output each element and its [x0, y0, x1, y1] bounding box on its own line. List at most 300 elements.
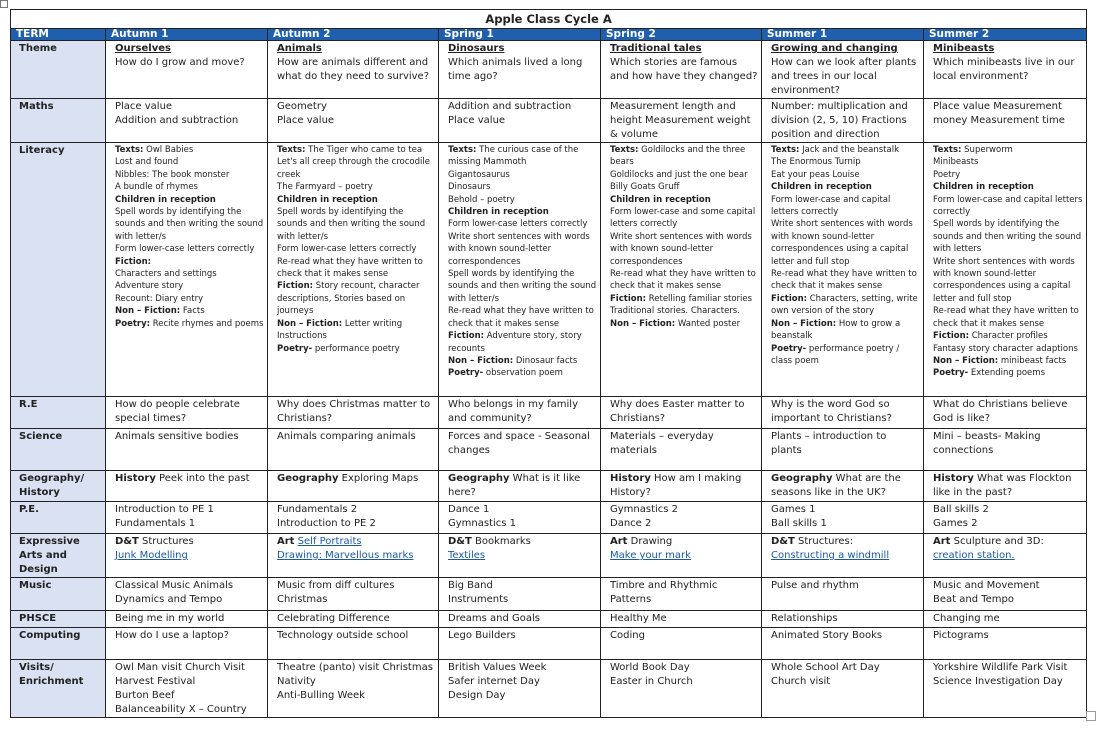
- ead-link[interactable]: creation station.: [933, 550, 1015, 561]
- row-visits: [11, 660, 1087, 718]
- bold-label: Non – Fiction:: [277, 318, 343, 329]
- cell-line: Pictograms: [933, 630, 989, 641]
- cell-science: [268, 429, 439, 471]
- ead-link[interactable]: Textiles: [448, 550, 486, 561]
- cell-line: Pulse and rhythm: [771, 580, 859, 591]
- cell-line: Fiction: Adventure story, story recounts: [448, 331, 582, 354]
- cell-science: [601, 429, 762, 471]
- ead-link[interactable]: Drawing: Marvellous marks: [277, 550, 414, 561]
- cell-literacy: [439, 143, 601, 397]
- cell-line: Patterns: [610, 594, 652, 605]
- cell-line: Poetry- observation poem: [448, 368, 563, 379]
- cell-line: Nibbles: The book monster: [115, 169, 230, 180]
- cell-phsce: [268, 611, 439, 628]
- cell-phsce: [924, 611, 1087, 628]
- cell-pe: [268, 502, 439, 534]
- cell-visits: [762, 660, 924, 718]
- cell-line: Form lower-case letters correctly: [448, 219, 588, 230]
- cell-line: Form lower-case and capital letters correctly: [933, 194, 1083, 218]
- cell-line: Characters and settings: [115, 269, 217, 280]
- bold-label: Poetry-: [771, 343, 807, 354]
- bold-label: Children in reception: [771, 182, 872, 193]
- cell-science: [924, 429, 1087, 471]
- bold-label: Children in reception: [933, 182, 1034, 193]
- cell-computing: [268, 628, 439, 660]
- cell-line: Fiction: Character profiles: [933, 331, 1048, 342]
- cell-line: Non – Fiction: Wanted poster: [610, 318, 741, 329]
- cell-music: [439, 578, 601, 611]
- cell-line: What do Christians believe God is like?: [933, 399, 1068, 424]
- bold-label: Non – Fiction:: [610, 318, 676, 329]
- cell-line: The Enormous Turnip: [771, 157, 861, 168]
- cell-line: Place value: [277, 115, 335, 126]
- cell-line: Easter in Church: [610, 676, 693, 687]
- cell-line: Whole School Art Day: [771, 662, 880, 673]
- cell-line: Texts: Jack and the beanstalk: [771, 145, 899, 155]
- theme-question: How are animals different and what do they need to survive?: [277, 57, 430, 82]
- cell-line: Gymnastics 1: [448, 518, 517, 529]
- bold-label: Texts:: [610, 145, 639, 155]
- ead-subject: Art: [933, 536, 951, 547]
- cell-ead: [601, 534, 762, 578]
- cell-line: [771, 181, 920, 193]
- cell-line: Goldilocks and just the one bear: [610, 169, 748, 180]
- cell-line: Poetry- performance poetry / class poem: [771, 343, 900, 366]
- bold-label: Texts:: [771, 145, 800, 155]
- cell-line: Geography What are the seasons like in the UK?: [771, 473, 901, 498]
- cell-maths: [924, 99, 1087, 143]
- cell-line: Poetry- Extending poems: [933, 368, 1045, 379]
- cell-line: Gymnastics 2: [610, 504, 679, 515]
- cell-line: Adventure story: [115, 281, 184, 292]
- row-label: Music: [11, 578, 106, 611]
- bold-label: Children in reception: [277, 194, 378, 205]
- cell-line: Beat and Tempo: [933, 594, 1015, 605]
- cell-maths: [762, 99, 924, 143]
- row-label: Maths: [11, 99, 106, 143]
- cell-theme: [268, 41, 439, 99]
- bold-label: Non – Fiction:: [448, 355, 514, 366]
- term-header-summer-2: Summer 2: [924, 29, 1087, 41]
- ead-link[interactable]: Constructing a windmill: [771, 550, 890, 561]
- cell-re: [601, 397, 762, 429]
- cell-music: [924, 578, 1087, 611]
- cell-line: Dance 2: [610, 518, 652, 529]
- cell-line: Nativity: [277, 676, 316, 687]
- cell-line: Non – Fiction: Facts: [115, 306, 205, 317]
- bold-label: Texts:: [115, 145, 144, 155]
- corner-marker: [0, 0, 8, 8]
- cell-line: Owl Man visit Church Visit: [115, 662, 245, 673]
- bold-label: Non – Fiction:: [771, 318, 837, 329]
- ead-link[interactable]: Junk Modelling: [115, 550, 188, 561]
- term-header-autumn-1: Autumn 1: [106, 29, 268, 41]
- cell-line: Design Day: [448, 690, 506, 701]
- cell-line: Form lower-case letters correctly: [277, 244, 417, 255]
- cell-line: How do I use a laptop?: [115, 630, 229, 641]
- cell-line: Music from diff cultures: [277, 580, 395, 591]
- cell-line: Re-read what they have written to check that it makes sense: [277, 256, 423, 280]
- cell-line: Traditional stories. Characters.: [610, 306, 740, 317]
- cell-maths: [106, 99, 268, 143]
- cell-line: Church visit: [771, 676, 831, 687]
- cell-pe: [439, 502, 601, 534]
- cell-line: Balanceability X – Country: [115, 704, 247, 715]
- row-label: Geography/ History: [11, 471, 106, 502]
- cell-science: [106, 429, 268, 471]
- cell-ead: [268, 534, 439, 578]
- cell-pe: [924, 502, 1087, 534]
- bold-label: Children in reception: [448, 207, 549, 218]
- cell-line: Plants – introduction to plants: [771, 431, 887, 456]
- row-phsce: [11, 611, 1087, 628]
- cell-re: [762, 397, 924, 429]
- cell-music: [106, 578, 268, 611]
- cell-line: [115, 194, 264, 206]
- cell-line: Write short sentences with words with known sound-letter correspondences: [448, 231, 590, 267]
- bold-label: History: [933, 473, 974, 484]
- cell-line: A bundle of rhymes: [115, 182, 198, 193]
- cell-visits: [268, 660, 439, 718]
- cell-line: Why does Easter matter to Christians?: [610, 399, 745, 424]
- cell-line: Place value: [448, 115, 506, 126]
- cell-line: Technology outside school: [277, 630, 409, 641]
- cell-line: Fiction: Retelling familiar stories: [610, 293, 753, 304]
- cell-line: Christmas: [277, 594, 328, 605]
- theme-question: Which minibeasts live in our local environment?: [933, 57, 1075, 82]
- cell-geography: [106, 471, 268, 502]
- cell-line: Theatre (panto) visit Christmas: [277, 662, 433, 673]
- cell-maths: [268, 99, 439, 143]
- bold-label: Poetry-: [277, 343, 313, 354]
- theme-topic: Ourselves: [115, 43, 171, 54]
- cell-line: Ball skills 1: [771, 518, 827, 529]
- theme-topic: Minibeasts: [933, 43, 995, 54]
- theme-topic: Dinosaurs: [448, 43, 505, 54]
- cell-line: Dance 1: [448, 504, 490, 515]
- theme-question: How do I grow and move?: [115, 57, 245, 68]
- cell-line: Dreams and Goals: [448, 613, 540, 624]
- cell-pe: [106, 502, 268, 534]
- cell-line: Place value: [115, 101, 173, 112]
- cell-ead: [106, 534, 268, 578]
- bold-label: Children in reception: [115, 194, 216, 205]
- cell-line: Coding: [610, 630, 645, 641]
- cell-line: Non – Fiction: minibeast facts: [933, 355, 1067, 366]
- theme-topic: Animals: [277, 43, 322, 54]
- cell-geography: [762, 471, 924, 502]
- ead-link[interactable]: Make your mark: [610, 550, 691, 561]
- cell-line: Place value Measurement money Measurement time: [933, 101, 1065, 126]
- cell-geography: [268, 471, 439, 502]
- cell-re: [439, 397, 601, 429]
- cell-phsce: [601, 611, 762, 628]
- cell-theme: [762, 41, 924, 99]
- ead-subject: Art: [610, 536, 628, 547]
- cell-line: Gigantosaurus: [448, 169, 510, 180]
- bold-label: History: [610, 473, 651, 484]
- cell-line: Animals sensitive bodies: [115, 431, 239, 442]
- term-header-autumn-2: Autumn 2: [268, 29, 439, 41]
- cell-line: Write short sentences with words with known sound-letter correspondences using a capital letter and full stop: [933, 256, 1075, 304]
- cell-line: Behold – poetry: [448, 194, 515, 205]
- row-theme: [11, 41, 1087, 99]
- cell-literacy: [924, 143, 1087, 397]
- cell-line: Poetry: Recite rhymes and poems: [115, 318, 264, 329]
- row-geography: [11, 471, 1087, 502]
- cell-line: Being me in my world: [115, 613, 225, 624]
- cell-line: [115, 256, 264, 268]
- cell-line: Texts: The Tiger who came to tea: [277, 145, 423, 155]
- cell-line: Healthy Me: [610, 613, 667, 624]
- cell-line: Yorkshire Wildlife Park Visit: [933, 662, 1068, 673]
- cell-pe: [762, 502, 924, 534]
- cell-phsce: [762, 611, 924, 628]
- bold-label: Fiction:: [771, 293, 808, 304]
- cell-phsce: [439, 611, 601, 628]
- cell-line: [448, 206, 597, 218]
- cell-line: Texts: The curious case of the missing Mammoth: [448, 145, 579, 168]
- curriculum-table: [10, 9, 1087, 718]
- cell-line: Celebrating Difference: [277, 613, 390, 624]
- cell-computing: [924, 628, 1087, 660]
- theme-question: Which stories are famous and how have they changed?: [610, 57, 758, 82]
- cell-line: Non – Fiction: Letter writing Instructions: [277, 318, 403, 342]
- row-ead: [11, 534, 1087, 578]
- cell-line: Spell words by identifying the sounds and then writing the sound with letter/s: [277, 207, 426, 242]
- term-header: TERM: [11, 29, 106, 41]
- cell-line: Animated Story Books: [771, 630, 883, 641]
- cell-line: Fantasy story character adaptions: [933, 343, 1078, 354]
- bold-label: Fiction:: [115, 256, 152, 267]
- cell-pe: [601, 502, 762, 534]
- cell-ead: [924, 534, 1087, 578]
- cell-line: Write short sentences with words with known sound-letter correspondences: [610, 231, 752, 267]
- cell-line: Games 1: [771, 504, 816, 515]
- bold-label: Texts:: [277, 145, 306, 155]
- cell-line: Introduction to PE 1: [115, 504, 214, 515]
- cell-line: Relationships: [771, 613, 838, 624]
- ead-link[interactable]: Self Portraits: [297, 536, 362, 547]
- cell-line: Form lower-case and capital letters correctly: [771, 194, 891, 218]
- term-header-spring-2: Spring 2: [601, 29, 762, 41]
- cell-line: Poetry: [933, 169, 961, 180]
- row-label: PHSCE: [11, 611, 106, 628]
- cell-theme: [106, 41, 268, 99]
- cell-line: Mini – beasts- Making connections: [933, 431, 1041, 456]
- cell-line: Write short sentences with words with known sound-letter correspondences using a capital letter and full stop: [771, 219, 913, 267]
- ead-heading: [277, 535, 435, 549]
- row-label: R.E: [11, 397, 106, 429]
- bold-label: Texts:: [448, 145, 477, 155]
- cell-line: Harvest Festival: [115, 676, 196, 687]
- cell-line: Materials – everyday materials: [610, 431, 714, 456]
- cell-theme: [924, 41, 1087, 99]
- cell-line: Spell words by identifying the sounds and then writing the sound with letter/s: [448, 269, 597, 304]
- cell-computing: [601, 628, 762, 660]
- cell-line: History What was Flockton like in the past?: [933, 473, 1072, 498]
- cell-science: [439, 429, 601, 471]
- bold-label: Fiction:: [610, 293, 647, 304]
- ead-heading: D&T Structures:: [771, 536, 854, 547]
- cell-line: Who belongs in my family and community?: [448, 399, 578, 424]
- cell-line: Introduction to PE 2: [277, 518, 376, 529]
- cell-line: Games 2: [933, 518, 978, 529]
- cell-line: Texts: Owl Babies: [115, 145, 194, 155]
- cell-re: [106, 397, 268, 429]
- cell-ead: [762, 534, 924, 578]
- cell-theme: [601, 41, 762, 99]
- cell-line: Safer internet Day: [448, 676, 540, 687]
- term-header-summer-1: Summer 1: [762, 29, 924, 41]
- cell-visits: [106, 660, 268, 718]
- cell-line: Geography Exploring Maps: [277, 473, 419, 484]
- cell-line: Lost and found: [115, 157, 179, 168]
- cell-line: Fiction: Characters, setting, write own version of the story: [771, 293, 918, 317]
- bold-label: History: [115, 473, 156, 484]
- cell-line: History How am I making History?: [610, 473, 742, 498]
- cell-line: Texts: Superworm: [933, 145, 1013, 155]
- cell-literacy: [268, 143, 439, 397]
- cell-line: How do people celebrate special times?: [115, 399, 240, 424]
- cell-line: The Farmyard – poetry: [277, 182, 373, 193]
- cell-line: Animals comparing animals: [277, 431, 416, 442]
- cell-line: [610, 194, 758, 206]
- cell-line: Why is the word God so important to Christians?: [771, 399, 892, 424]
- cell-line: Why does Christmas matter to Christians?: [277, 399, 431, 424]
- cell-line: Instruments: [448, 594, 509, 605]
- bold-label: Poetry-: [448, 368, 484, 379]
- cell-science: [762, 429, 924, 471]
- cell-line: Anti-Bulling Week: [277, 690, 365, 701]
- cell-line: [277, 194, 435, 206]
- row-literacy: [11, 143, 1087, 397]
- ead-subject: D&T: [448, 536, 472, 547]
- cell-maths: [601, 99, 762, 143]
- row-science: [11, 429, 1087, 471]
- bold-label: Fiction:: [933, 331, 970, 342]
- cell-literacy: [601, 143, 762, 397]
- row-music: [11, 578, 1087, 611]
- row-pe: [11, 502, 1087, 534]
- theme-question: Which animals lived a long time ago?: [448, 57, 583, 82]
- cell-line: Geography What is it like here?: [448, 473, 581, 498]
- cell-line: Let's all creep through the crocodile creek: [277, 157, 430, 180]
- bold-label: Geography: [277, 473, 339, 484]
- cell-geography: [439, 471, 601, 502]
- cell-ead: [439, 534, 601, 578]
- ead-subject: D&T: [771, 536, 795, 547]
- cell-line: Minibeasts: [933, 157, 979, 168]
- table-title: Apple Class Cycle A: [11, 10, 1087, 29]
- ead-heading: D&T Bookmarks: [448, 536, 531, 547]
- ead-subject: D&T: [115, 536, 139, 547]
- cell-line: Form lower-case letters correctly: [115, 244, 255, 255]
- cell-line: Addition and subtraction: [115, 115, 239, 126]
- bold-label: Fiction:: [448, 331, 485, 342]
- cell-line: Changing me: [933, 613, 1000, 624]
- cell-theme: [439, 41, 601, 99]
- cell-line: Form lower-case and some capital letters correctly: [610, 207, 756, 230]
- bold-label: Fiction:: [277, 281, 314, 292]
- cell-line: Measurement length and height Measurement weight & volume: [610, 101, 751, 140]
- cell-line: Billy Goats Gruff: [610, 182, 680, 193]
- row-computing: [11, 628, 1087, 660]
- cell-music: [268, 578, 439, 611]
- cell-computing: [439, 628, 601, 660]
- theme-topic: Traditional tales: [610, 43, 702, 54]
- bold-label: Poetry-: [933, 368, 969, 379]
- cell-line: World Book Day: [610, 662, 690, 673]
- cell-computing: [106, 628, 268, 660]
- theme-question: How can we look after plants and trees in our local environment?: [771, 57, 917, 96]
- cell-line: Dinosaurs: [448, 182, 491, 193]
- row-label: Literacy: [11, 143, 106, 397]
- cell-line: Lego Builders: [448, 630, 516, 641]
- term-header-spring-1: Spring 1: [439, 29, 601, 41]
- cell-visits: [439, 660, 601, 718]
- cell-line: Re-read what they have written to check that it makes sense: [448, 306, 594, 329]
- cell-line: Science Investigation Day: [933, 676, 1063, 687]
- bold-label: Non – Fiction:: [933, 355, 999, 366]
- cell-line: Eat your peas Louise: [771, 169, 860, 180]
- bold-label: Geography: [448, 473, 510, 484]
- cell-music: [601, 578, 762, 611]
- resize-handle: [1086, 711, 1096, 721]
- cell-line: [933, 181, 1083, 193]
- cell-line: Spell words by identifying the sounds and then writing the sound with letter/s: [115, 207, 264, 242]
- cell-visits: [924, 660, 1087, 718]
- cell-computing: [762, 628, 924, 660]
- cell-line: Ball skills 2: [933, 504, 989, 515]
- cell-line: British Values Week: [448, 662, 547, 673]
- row-label: Science: [11, 429, 106, 471]
- cell-line: Big Band: [448, 580, 493, 591]
- ead-heading: D&T Structures: [115, 536, 194, 547]
- cell-line: Recount: Diary entry: [115, 293, 204, 304]
- row-maths: [11, 99, 1087, 143]
- cell-literacy: [106, 143, 268, 397]
- cell-line: Addition and subtraction: [448, 101, 572, 112]
- bold-label: Children in reception: [610, 194, 711, 205]
- cell-line: Fiction: Story recount, character descriptions, Stories based on journeys: [277, 281, 420, 317]
- row-label: Expressive Arts and Design: [11, 534, 106, 578]
- theme-topic: Growing and changing: [771, 43, 898, 54]
- cell-line: Spell words by identifying the sounds and then writing the sound with letters: [933, 219, 1082, 255]
- cell-line: Non – Fiction: How to grow a beanstalk: [771, 318, 901, 342]
- cell-phsce: [106, 611, 268, 628]
- cell-line: Timbre and Rhythmic: [610, 580, 718, 591]
- cell-line: Re-read what they have written to check that it makes sense: [610, 269, 756, 292]
- cell-line: Re-read what they have written to check that it makes sense: [933, 306, 1079, 329]
- ead-subject: Art: [277, 536, 295, 547]
- bold-label: Non – Fiction:: [115, 306, 181, 317]
- bold-label: Texts:: [933, 145, 962, 155]
- cell-line: Forces and space - Seasonal changes: [448, 431, 590, 456]
- cell-geography: [924, 471, 1087, 502]
- cell-line: Fundamentals 2: [277, 504, 358, 515]
- bold-label: Poetry:: [115, 318, 151, 329]
- cell-line: Non – Fiction: Dinosaur facts: [448, 355, 578, 366]
- cell-geography: [601, 471, 762, 502]
- bold-label: Geography: [771, 473, 833, 484]
- ead-heading: Art Drawing: [610, 536, 673, 547]
- row-label: Visits/ Enrichment: [11, 660, 106, 718]
- cell-line: Number: multiplication and division (2, 5, 10) Fractions position and direction: [771, 101, 908, 140]
- cell-line: Burton Beef: [115, 690, 175, 701]
- cell-music: [762, 578, 924, 611]
- cell-re: [268, 397, 439, 429]
